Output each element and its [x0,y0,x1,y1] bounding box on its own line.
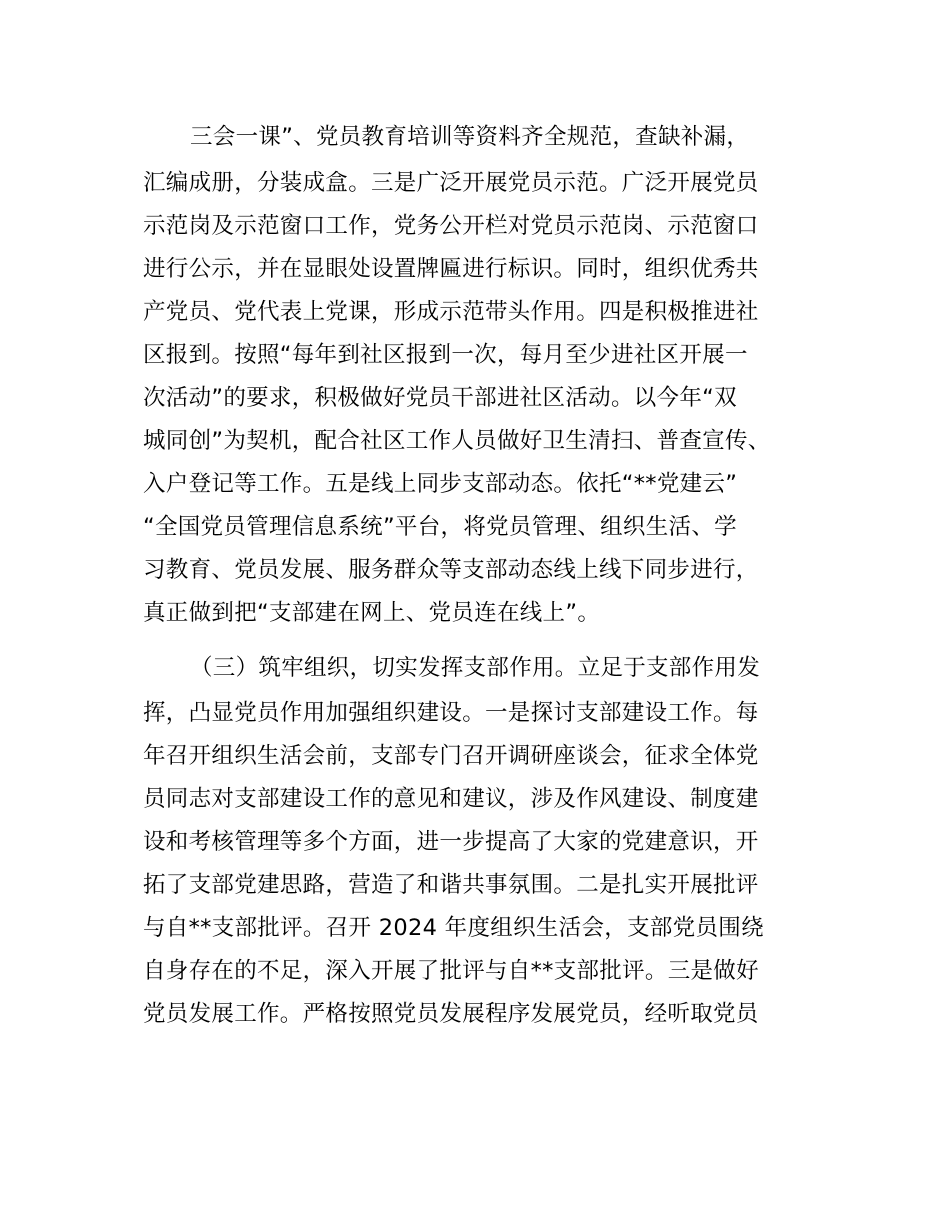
paragraph-2-line-8: 自身存在的不足，深入开展了批评与自**支部批评。三是做好 [143,958,759,984]
paragraph-1-line-8: 城同创”为契机，配合社区工作人员做好卫生清扫、普查宣传、 [143,428,771,454]
paragraph-1-line-5: 产党员、党代表上党课，形成示范带头作用。四是积极推进社 [143,299,759,325]
paragraph-1-line-7: 次活动”的要求，积极做好党员干部进社区活动。以今年“双 [143,385,737,411]
paragraph-2-line-2: 挥，凸显党员作用加强组织建设。一是探讨支部建设工作。每 [143,700,759,726]
paragraph-1-line-4: 进行公示，并在显眼处设置牌匾进行标识。同时，组织优秀共 [143,256,759,282]
paragraph-1-line-3: 示范岗及示范窗口工作，党务公开栏对党员示范岗、示范窗口 [143,213,759,239]
paragraph-2-line-9: 党员发展工作。严格按照党员发展程序发展党员，经听取党员 [143,1001,759,1027]
paragraph-1-line-1: 三会一课”、党员教育培训等资料齐全规范，查缺补漏， [190,124,750,150]
paragraph-2-line-7: 与自**支部批评。召开 2024 年度组织生活会，支部党员围绕 [143,915,764,941]
paragraph-2-line-6: 拓了支部党建思路，营造了和谐共事氛围。二是扎实开展批评 [143,872,759,898]
paragraph-2-line-1: （三）筑牢组织，切实发挥支部作用。立足于支部作用发 [190,655,761,681]
paragraph-1-line-11: 习教育、党员发展、服务群众等支部动态线上线下同步进行， [143,557,759,583]
paragraph-1-line-9: 入户登记等工作。五是线上同步支部动态。依托“**党建云” [143,471,738,497]
paragraph-2-line-4: 员同志对支部建设工作的意见和建议，涉及作风建设、制度建 [143,786,759,812]
paragraph-1-line-2: 汇编成册，分装成盒。三是广泛开展党员示范。广泛开展党员 [143,170,759,196]
paragraph-2-line-5: 设和考核管理等多个方面，进一步提高了大家的党建意识，开 [143,829,759,855]
paragraph-1-line-6: 区报到。按照“每年到社区报到一次，每月至少进社区开展一 [143,342,748,368]
paragraph-1-line-12: 真正做到把“支部建在网上、党员连在线上”。 [143,600,601,626]
paragraph-1-line-10: “全国党员管理信息系统”平台，将党员管理、组织生活、学 [143,514,737,540]
paragraph-2-line-3: 年召开组织生活会前，支部专门召开调研座谈会，征求全体党 [143,743,759,769]
